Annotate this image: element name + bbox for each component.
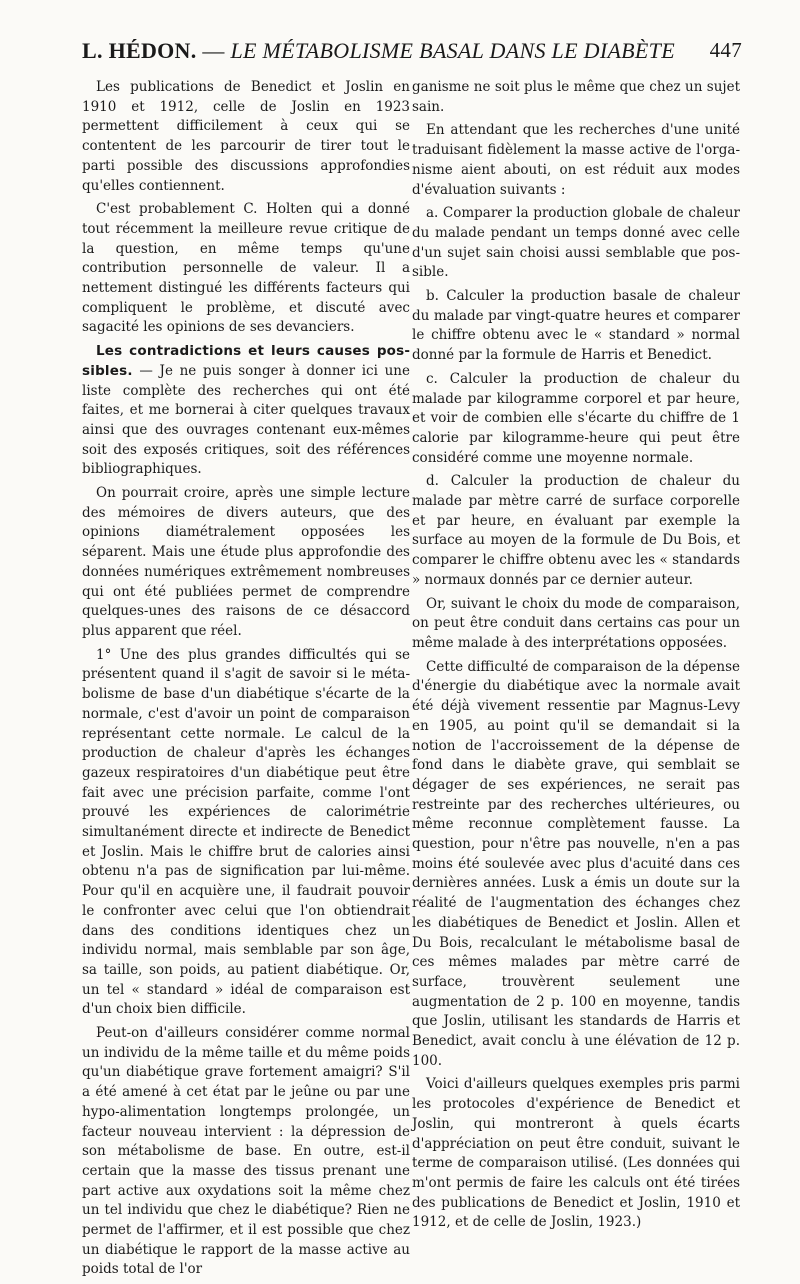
paragraph: C'est probablement C. Holten qui a donné tout récemment la meilleure revue critique de la question, en même temps qu'une contribution personnelle de valeur. Il a nettement distingué les différents facteurs qui compliquent le problème, et discuté avec sagacité les opinions de ses devanciers. [82,201,410,336]
paragraph: Les publications de Benedict et Joslin en 1910 et 1912, celle de Joslin en 1923 permettent difficilement à ceux qui se contentent de les parcourir de tirer tout le parti possible des discussions approfondies qu'elles contiennent. [82,79,410,194]
paragraph: Peut-on d'ailleurs considérer comme normal un individu de la même taille et du même poids qu'un diabétique grave fortement amaigri? S'il a été amené à cet état par le jeûne ou par une hypo-alimentation longtemps prolongée, un facteur nouveau intervient : la dépression de son métabolisme de base. En outre, est-il certain que la masse des tissus prenant une part active aux oxydations soit la même chez un tel individu que chez le diabétique? Rien ne permet de l'affirmer, et il est possible que chez un diabétique le rapport de la masse active au poids total de l'or [82,1025,410,1278]
left-column [82,78,410,1284]
paragraph: En attendant que les recherches d'une unité traduisant fidèlement la masse active de l'organisme aient abouti, on est réduit aux modes d'évaluation suivants : [412,122,740,198]
running-header [82,38,742,72]
paragraph: Voici d'ailleurs quelques exemples pris parmi les protocoles d'expérience de Benedict et Joslin, qui montreront à quels écarts d'appréciation on peut être conduit, suivant le terme de comparaison utilisé. (Les données qui m'ont permis de faire les calculs ont été tirées des publications de Benedict et Joslin, 1910 et 1912, et de celle de Joslin, 1923.) [412,1076,740,1231]
paragraph: 1° Une des plus grandes difficultés qui se présentent quand il s'agit de savoir si le métabolisme de base d'un diabétique s'écarte de la normale, c'est d'avoir un point de comparaison représentant cette normale. Le calcul de la production de chaleur d'après les échanges gazeux respiratoires d'un diabétique peut être fait avec une précision parfaite, comme l'ont prouvé les expériences de calorimétrie simultanément directe et indirecte de Benedict et Joslin. Mais le chiffre brut de calories ainsi obtenu n'a pas de signification par lui-même. Pour qu'il en acquière une, il faudrait pouvoir le confronter avec celui que l'on obtiendrait dans des conditions identiques chez un individu normal, mais semblable par son âge, sa taille, son poids, au patient diabétique. Or, un tel « standard » idéal de comparaison est d'un choix bien difficile. [82,646,410,1018]
paragraph: On pourrait croire, après une simple lecture des mémoires de divers auteurs, que des opinions diamétralement opposées les séparent. Mais une étude plus approfondie des données numériques extrêmement nombreuses qui ont été publiées permet de comprendre quelques-unes des raisons de ce désaccord plus apparent que réel. [82,485,410,639]
list-item-b: b. Calculer la production basale de chaleur du malade par vingt-quatre heures et comparer le chiffre obtenu avec le « standard » normal donné par la formule de Harris et Benedict. [412,288,740,364]
list-item-c: c. Calculer la production de chaleur du malade par kilogramme corporel et par heure, et voir de combien elle s'écarte du chiffre de 1 calorie par kilogramme-heure qui peut être considéré comme une moyenne normale. [412,370,740,466]
right-column [412,78,740,1237]
paragraph-continued: ganisme ne soit plus le même que chez un sujet sain. [412,79,740,115]
section-text: — Je ne puis songer à donner ici une liste complète des recherches qui ont été faites, et me bornerai à citer quelques travaux ainsi que des ouvrages contenant eux-mêmes soit des exposés critiques, soit des références bibliographiques. [82,362,410,478]
paragraph: Cette difficulté de comparaison de la dépense d'énergie du diabétique avec la normale avait été déjà vivement ressentie par Magnus-Levy en 1905, au point qu'il se demandait si la notion de l'accroissement de la dépense de fond dans le diabète grave, qui semblait se dégager de ses expériences, ne serait pas restreinte par des recherches ultérieures, ou même reconnue complètement fausse. La question, pour n'être pas nouvelle, n'en a pas moins été soulevée avec plus d'acuité dans ces dernières années. Lusk a émis un doute sur la réalité de l'augmentation des échanges chez les diabétiques de Benedict et Joslin. Allen et Du Bois, recalculant le métabolisme basal de ces mêmes malades par mètre carré de surface, trouvèrent seulement une augmentation de 2 p. 100 en moyenne, tandis que Joslin, utilisant les standards de Harris et Benedict, avait conclu à une élévation de 12 p. 100. [412,658,741,1069]
list-item-d: d. Calculer la production de chaleur du malade par mètre carré de surface corporelle et par heure, en évaluant par exemple la surface au moyen de la formule de Du Bois, et comparer le chiffre obtenu avec les « standards » normaux donnés par ce dernier auteur. [412,473,740,588]
list-item-a: a. Comparer la production globale de chaleur du malade pendant un temps donné avec celle d'un sujet sain choisi aussi semblable que possible. [412,205,740,281]
page-number: 447 [709,38,742,62]
header-title: LE MÉTABOLISME BASAL DANS LE DIABÈTE [230,38,675,63]
header-dash: — [196,38,231,63]
section-paragraph [82,342,410,480]
header-author: L. HÉDON. [82,38,197,63]
paragraph: Or, suivant le choix du mode de comparaison, on peut être conduit dans certains cas pour un même malade à des interprétations opposées. [412,595,740,651]
section-heading: Les contradictions et leurs causes possibles. [82,343,410,379]
